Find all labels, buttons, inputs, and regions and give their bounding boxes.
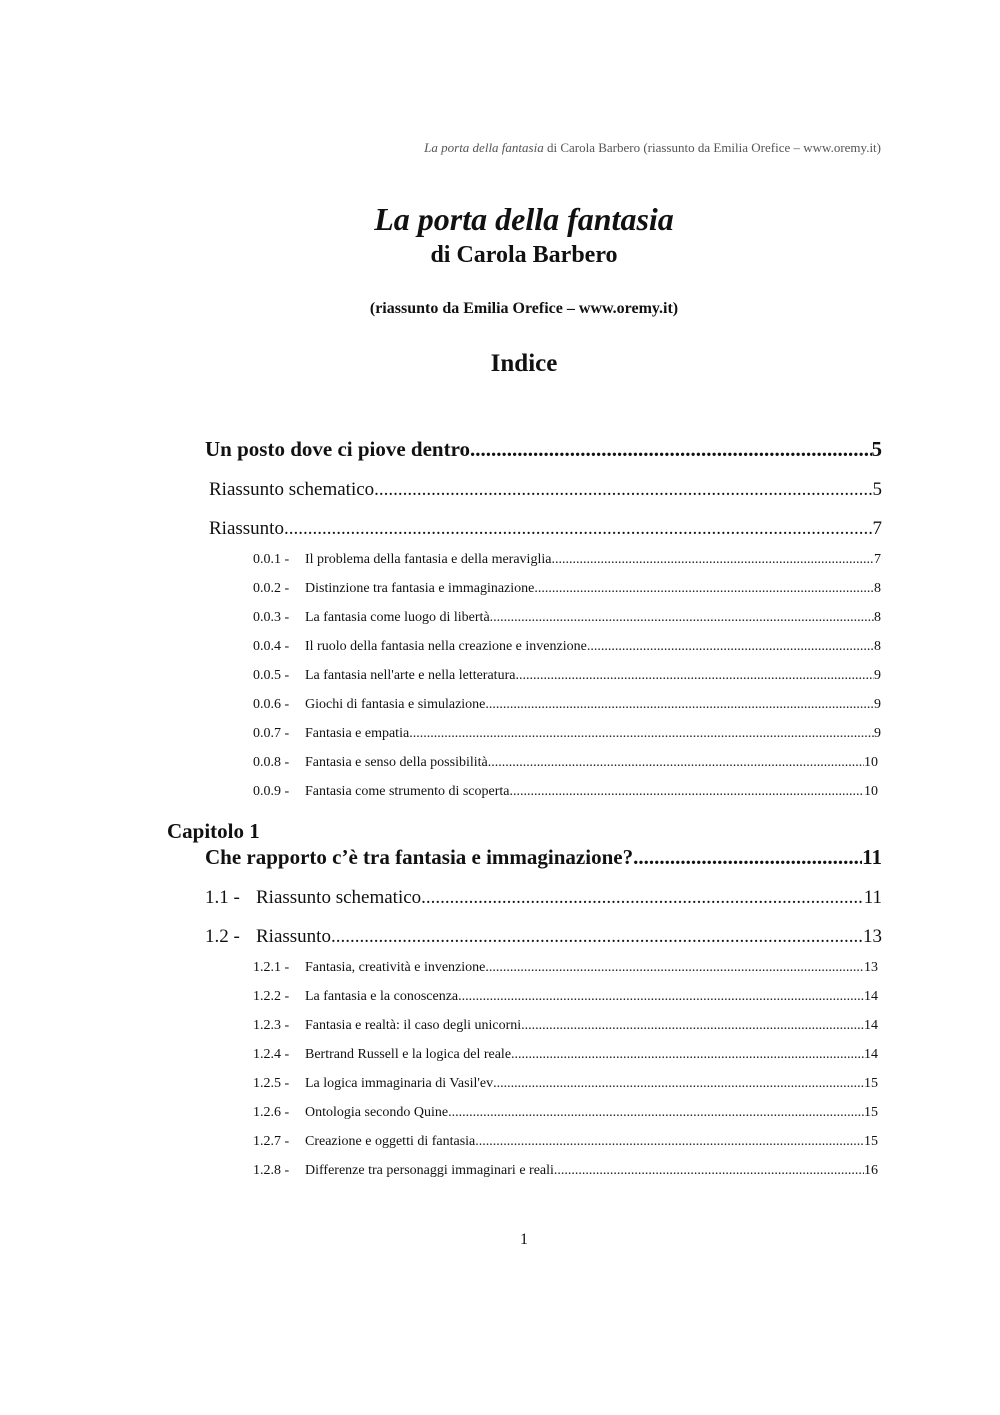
running-header-rest: di Carola Barbero (riassunto da Emilia Orefice – www.oremy.it) [543, 140, 881, 155]
toc-entry-text: Differenze tra personaggi immaginari e reali [305, 1163, 554, 1178]
toc-entry-text: Fantasia, creatività e invenzione [305, 960, 486, 975]
toc-entry-number: 1.2.2 - [253, 989, 290, 1004]
toc-entry-text: Distinzione tra fantasia e immaginazione [305, 581, 535, 596]
toc-subentry[interactable] [253, 1105, 878, 1125]
toc-entry-number: 0.0.2 - [253, 581, 290, 596]
toc-entry-number: 0.0.9 - [253, 784, 290, 799]
toc-subentry[interactable] [253, 726, 881, 746]
toc-entry-page: 5 [872, 479, 882, 500]
document-title: La porta della fantasia [374, 201, 674, 237]
toc-entry-text: La fantasia e la conoscenza [305, 989, 459, 1004]
toc-subentry[interactable] [253, 552, 881, 572]
toc-entry-text: Un posto dove ci piove dentro [205, 437, 471, 461]
running-header [424, 140, 881, 156]
toc-entry-number: 0.0.5 - [253, 668, 290, 683]
toc-subentry[interactable] [253, 1134, 878, 1154]
toc-entry-page: 14 [864, 989, 878, 1004]
toc-entry-page: 11 [862, 845, 882, 869]
toc-entry-number: 0.0.7 - [253, 726, 290, 741]
toc-entry-page: 8 [874, 639, 881, 654]
toc-entry-text: Che rapporto c’è tra fantasia e immaginazione? [205, 845, 634, 869]
toc-entry-page: 15 [864, 1076, 878, 1091]
toc-entry-page: 9 [874, 726, 881, 741]
toc-entry-number: 1.1 - [205, 887, 240, 908]
toc-entry-number: 1.2.8 - [253, 1163, 290, 1178]
toc-entry-page: 9 [874, 668, 881, 683]
toc-subentry[interactable] [253, 697, 881, 717]
page-number: 1 [520, 1231, 528, 1248]
toc-entry-number: 0.0.8 - [253, 755, 290, 770]
toc-subentry[interactable] [253, 639, 881, 659]
index-title: Indice [490, 350, 558, 377]
running-header-title: La porta della fantasia [424, 140, 544, 155]
toc-entry-page: 8 [874, 610, 881, 625]
chapter-label: Capitolo 1 [167, 819, 260, 843]
toc-entry-text: Giochi di fantasia e simulazione [305, 697, 486, 712]
toc-entry-number: 0.0.4 - [253, 639, 290, 654]
toc-entry-page: 13 [863, 926, 882, 947]
toc-entry-number: 0.0.1 - [253, 552, 290, 567]
toc-subentry[interactable] [253, 1018, 878, 1038]
toc-entry-text: Riassunto schematico [256, 887, 422, 908]
toc-entry-text: Fantasia e realtà: il caso degli unicorni [305, 1018, 522, 1033]
toc-subentry[interactable] [253, 610, 881, 630]
toc-entry-number: 0.0.6 - [253, 697, 290, 712]
toc-entry-number: 1.2.1 - [253, 960, 290, 975]
toc-entry-page: 14 [864, 1018, 878, 1033]
toc-entry-page: 7 [874, 552, 881, 567]
toc-entry-number: 1.2.7 - [253, 1134, 290, 1149]
toc-subentry[interactable] [253, 1076, 878, 1096]
toc-entry-number: 1.2.4 - [253, 1047, 290, 1062]
toc-entry-page: 11 [863, 887, 882, 908]
toc-entry-number: 0.0.3 - [253, 610, 290, 625]
toc-entry-text: Riassunto schematico [209, 479, 375, 500]
toc-entry-number: 1.2.6 - [253, 1105, 290, 1120]
toc-entry-page: 14 [864, 1047, 878, 1062]
toc-entry-text: Bertrand Russell e la logica del reale [305, 1047, 512, 1062]
toc-entry-text: La fantasia come luogo di libertà [305, 610, 490, 625]
toc-entry-page: 10 [864, 784, 878, 799]
toc-entry-page: 5 [871, 437, 882, 461]
toc-entry-text: Fantasia come strumento di scoperta [305, 784, 510, 799]
toc-entry-page: 8 [874, 581, 881, 596]
toc-entry-chapter-1[interactable] [205, 845, 882, 873]
toc-entry[interactable] [209, 518, 882, 544]
toc-entry-page: 15 [864, 1134, 878, 1149]
toc-entry[interactable] [205, 887, 882, 913]
toc-entry-number: 1.2 - [205, 926, 240, 947]
toc-subentry[interactable] [253, 668, 881, 688]
summary-credit: (riassunto da Emilia Orefice – www.oremy.it) [369, 300, 679, 317]
toc-entry-number: 1.2.3 - [253, 1018, 290, 1033]
toc-entry-text: Fantasia e senso della possibilità [305, 755, 488, 770]
toc-subentry[interactable] [253, 755, 878, 775]
toc-entry-page: 13 [864, 960, 878, 975]
toc-entry-text: Riassunto [209, 518, 284, 539]
toc-entry-text: La fantasia nell'arte e nella letteratura [305, 668, 516, 683]
toc-entry-page: 16 [864, 1163, 878, 1178]
toc-subentry[interactable] [253, 989, 878, 1009]
toc-subentry[interactable] [253, 960, 878, 980]
toc-entry-page: 7 [872, 518, 882, 539]
toc-entry-page: 10 [864, 755, 878, 770]
toc-entry-number: 1.2.5 - [253, 1076, 290, 1091]
toc-entry-text: Creazione e oggetti di fantasia [305, 1134, 476, 1149]
document-author: di Carola Barbero [430, 242, 618, 268]
toc-entry-text: Fantasia e empatia [305, 726, 410, 741]
toc-entry-text: Il problema della fantasia e della meraviglia [305, 552, 552, 567]
toc-entry[interactable] [209, 479, 882, 505]
toc-entry-text: Riassunto [256, 926, 331, 947]
toc-subentry[interactable] [253, 581, 881, 601]
toc-entry-intro[interactable] [205, 437, 882, 465]
toc-entry-text: La logica immaginaria di Vasil'ev [305, 1076, 494, 1091]
toc-entry-text: Il ruolo della fantasia nella creazione e invenzione [305, 639, 587, 654]
toc-entry[interactable] [205, 926, 882, 952]
toc-entry-page: 9 [874, 697, 881, 712]
toc-subentry[interactable] [253, 1047, 878, 1067]
toc-entry-text: Ontologia secondo Quine [305, 1105, 449, 1120]
toc-subentry[interactable] [253, 784, 878, 804]
toc-subentry[interactable] [253, 1163, 878, 1183]
toc-entry-page: 15 [864, 1105, 878, 1120]
